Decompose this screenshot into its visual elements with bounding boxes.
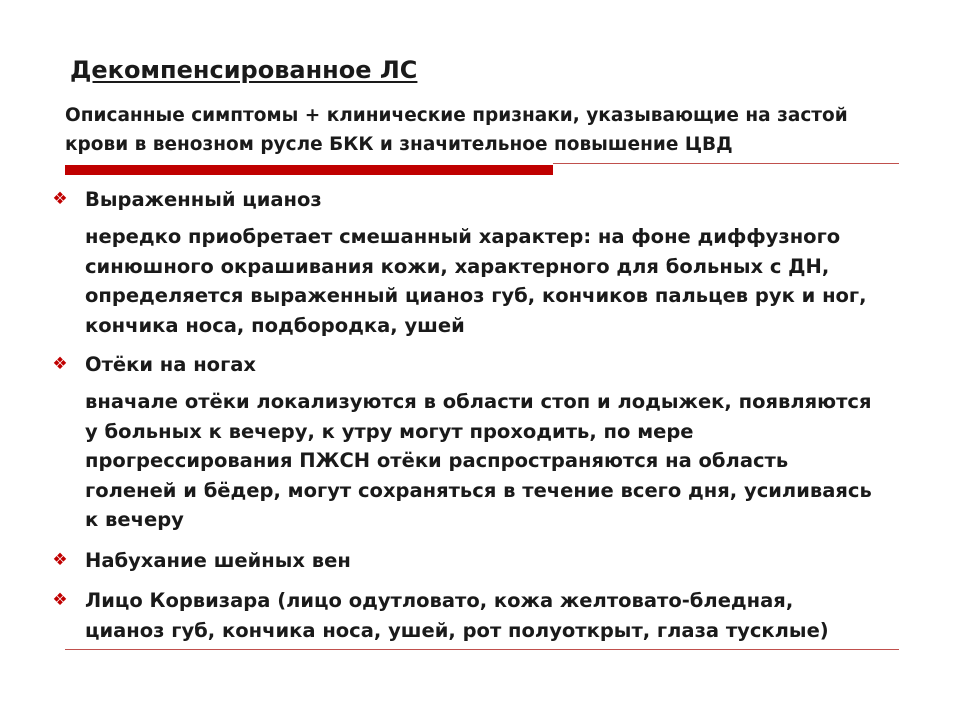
description-line: определяется выраженный цианоз губ, кончиков пальцев рук и ног, bbox=[85, 284, 867, 307]
subtitle-line: крови в венозном русле БКК и значительное повышение ЦВД bbox=[65, 134, 733, 155]
bullet-heading-continued: цианоз губ, кончика носа, ушей, рот полуоткрыт, глаза тусклые) bbox=[85, 619, 829, 642]
description-line: нередко приобретает смешанный характер: на фоне диффузного bbox=[85, 225, 841, 248]
diamond-bullet-icon: ❖ bbox=[52, 189, 68, 209]
description-line: голеней и бёдер, могут сохраняться в течение всего дня, усиливаясь bbox=[85, 478, 872, 502]
description-line: к вечеру bbox=[85, 508, 184, 531]
bullet-heading: Отёки на ногах bbox=[85, 353, 257, 376]
slide-title: Декомпенсированное ЛС bbox=[70, 56, 418, 84]
diamond-bullet-icon: ❖ bbox=[52, 590, 68, 610]
bullet-heading: Выраженный цианоз bbox=[85, 188, 322, 211]
bullet-description bbox=[85, 387, 872, 535]
bullet-heading: Лицо Корвизара (лицо одутловато, кожа желтовато-бледная, bbox=[85, 589, 794, 612]
description-line: синюшного окрашивания кожи, характерного для больных с ДН, bbox=[85, 254, 830, 278]
description-line: вначале отёки локализуются в области стоп и лодыжек, появляются bbox=[85, 390, 872, 413]
bullet-description bbox=[85, 222, 867, 340]
diamond-bullet-icon: ❖ bbox=[52, 354, 68, 374]
diamond-bullet-icon: ❖ bbox=[52, 550, 68, 570]
description-line: у больных к вечеру, к утру могут проходить, по мере bbox=[85, 419, 694, 443]
bottom-divider-line bbox=[65, 649, 899, 650]
subtitle-line: Описанные симптомы + клинические признаки, указывающие на застой bbox=[65, 105, 848, 126]
thin-divider-line bbox=[553, 163, 899, 164]
bullet-heading: Набухание шейных вен bbox=[85, 549, 351, 572]
description-line: кончика носа, подбородка, ушей bbox=[85, 313, 465, 337]
slide-subtitle bbox=[65, 101, 935, 159]
red-divider-bar bbox=[65, 165, 553, 175]
description-line: прогрессирования ПЖСН отёки распространяются на область bbox=[85, 449, 789, 472]
